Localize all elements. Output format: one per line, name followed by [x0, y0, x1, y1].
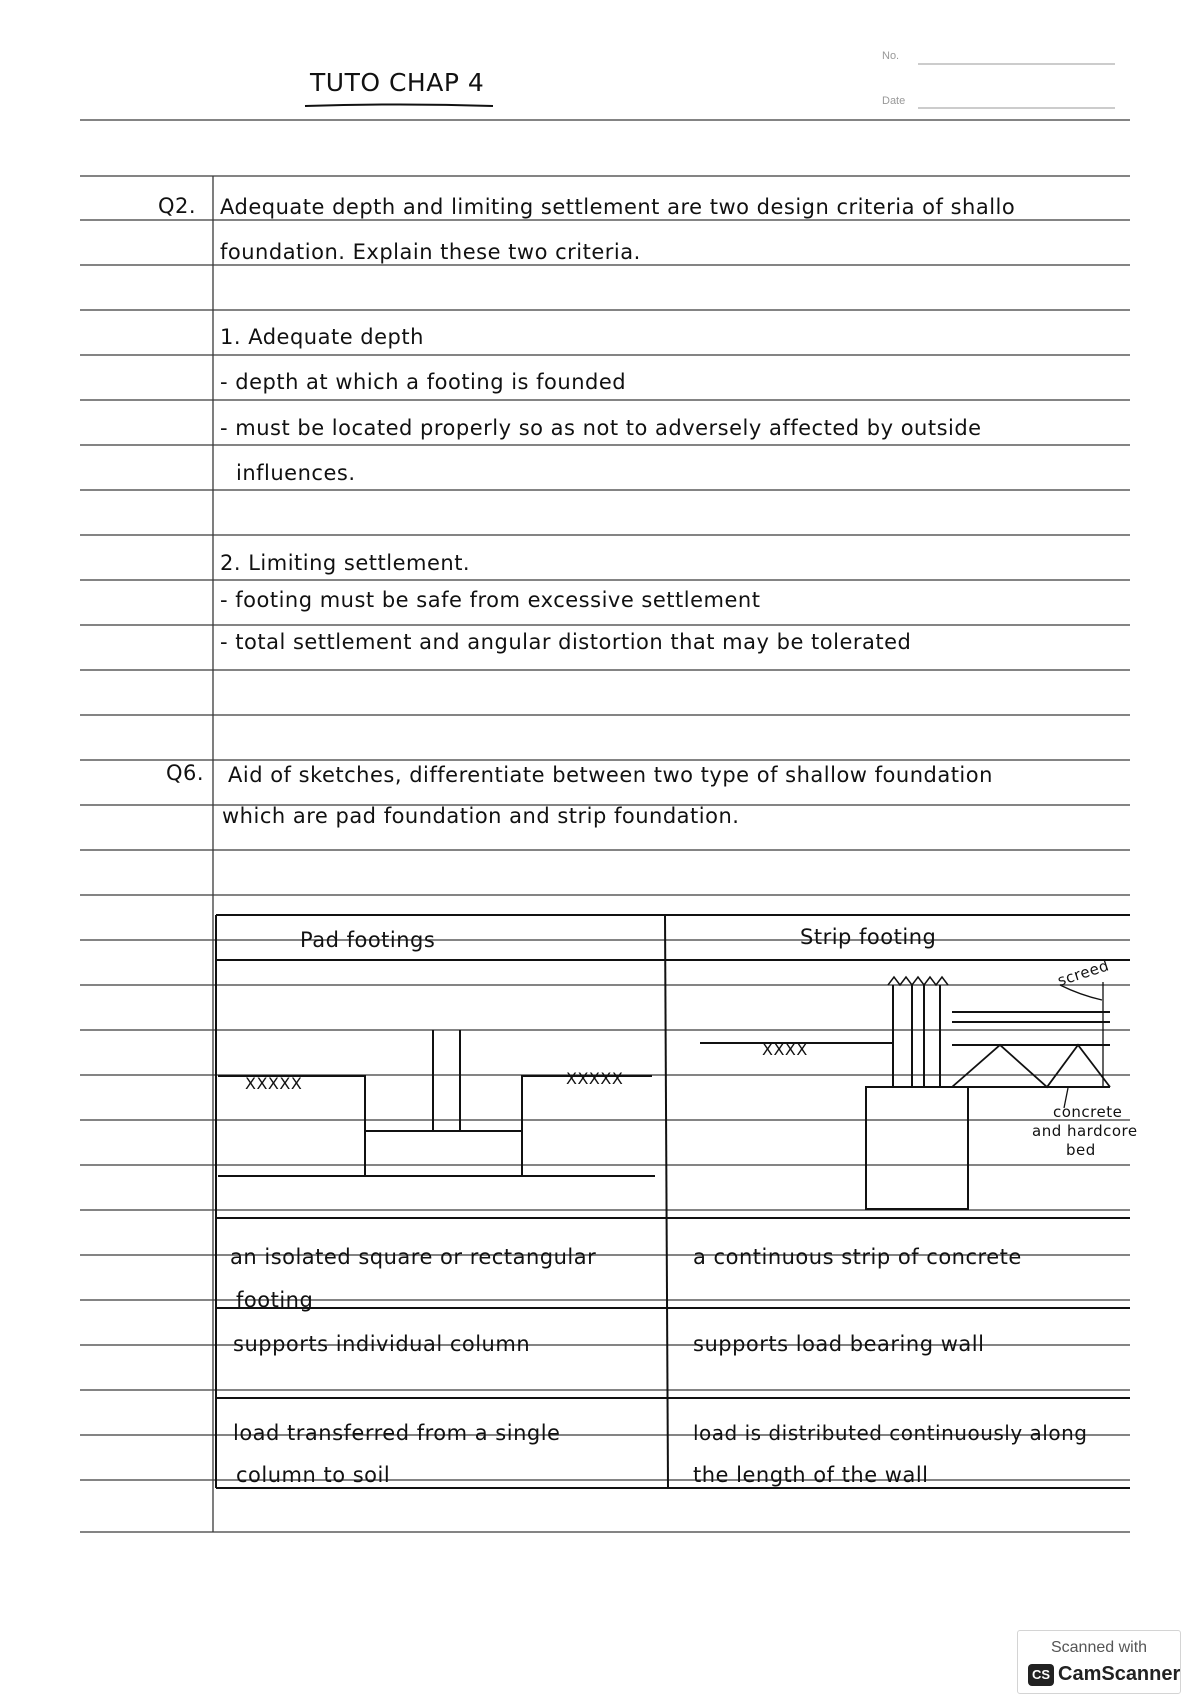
strip-hatch: XXXX [762, 1040, 808, 1059]
camscanner-logo-icon: CS [1028, 1664, 1054, 1686]
date-label: Date [882, 95, 906, 107]
q6-question-line2: which are pad foundation and strip foundation. [222, 804, 740, 828]
pad-row1-line1: an isolated square or rectangular [230, 1245, 597, 1269]
q2-question-line2: foundation. Explain these two criteria. [220, 240, 641, 264]
no-label: No. [882, 50, 900, 62]
strip-row2: supports load bearing wall [693, 1332, 985, 1356]
pad-header: Pad footings [300, 928, 436, 952]
screed-label: screed [1055, 956, 1112, 990]
strip-row3-line1: load is distributed continuously along [693, 1421, 1088, 1445]
strip-header: Strip footing [800, 925, 937, 949]
bed-label-3: bed [1066, 1141, 1096, 1159]
pad-hatch-right: XXXXX [566, 1069, 624, 1088]
page-title: TUTO CHAP 4 [310, 68, 485, 97]
q2-question-line1: Adequate depth and limiting settlement are two design criteria of shallo [220, 195, 1016, 219]
strip-footing-sketch [700, 977, 1110, 1209]
pad-hatch-left: XXXXX [245, 1074, 303, 1093]
q2-point1-bullet1: - depth at which a footing is founded [220, 370, 627, 394]
scanner-line1: Scanned with [1050, 1639, 1148, 1656]
pad-footing-sketch [218, 1030, 655, 1176]
q2-point1-bullet2-cont: influences. [236, 461, 356, 485]
scanner-brand: CamScanner [1058, 1663, 1181, 1685]
scanner-watermark [1017, 1630, 1181, 1694]
pad-row3-line2: column to soil [236, 1463, 391, 1487]
bed-label-2: and hardcore [1032, 1122, 1138, 1140]
strip-row3-line2: the length of the wall [693, 1463, 929, 1487]
q2-number: Q2. [158, 194, 197, 218]
q2-point2-bullet1: - footing must be safe from excessive settlement [220, 588, 761, 612]
q2-point2-title: 2. Limiting settlement. [220, 551, 471, 575]
pad-row1-line2: footing [236, 1288, 314, 1312]
q2-point1-bullet2: - must be located properly so as not to adversely affected by outside [220, 416, 982, 440]
q2-point2-bullet2: - total settlement and angular distortion that may be tolerated [220, 630, 912, 654]
q6-question-line1: Aid of sketches, differentiate between two type of shallow foundation [228, 763, 993, 787]
bed-label-1: concrete [1053, 1103, 1123, 1121]
pad-row2: supports individual column [233, 1332, 531, 1356]
q2-point1-title: 1. Adequate depth [220, 325, 424, 349]
pad-row3-line1: load transferred from a single [233, 1421, 561, 1445]
strip-row1: a continuous strip of concrete [693, 1245, 1022, 1269]
q6-number: Q6. [166, 761, 205, 785]
